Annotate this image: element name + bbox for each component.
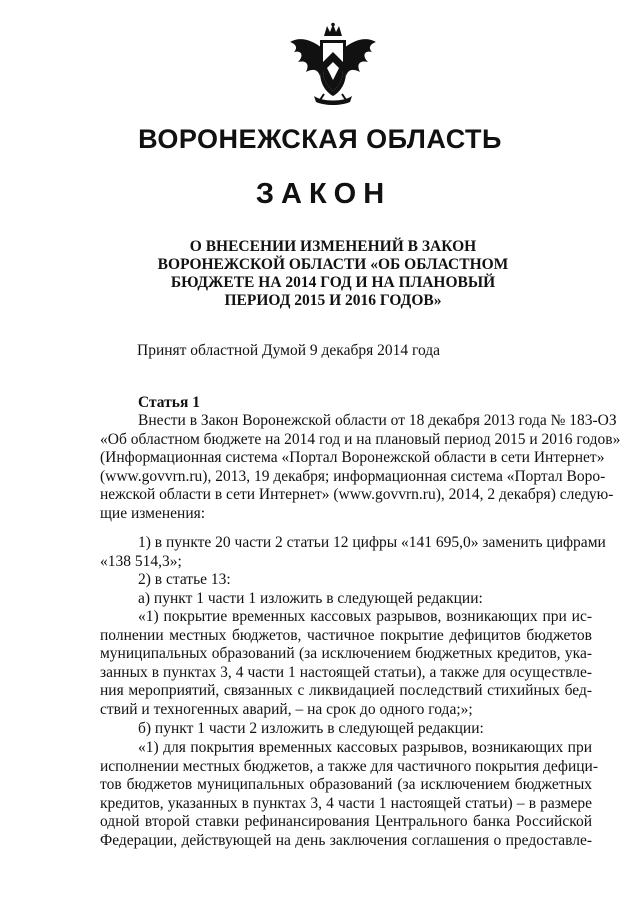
paragraph-line: (Информационная система «Портал Воронежской области в сети Интернет» xyxy=(100,449,605,467)
paragraph-line: занных в пунктах 3, 4 части 1 настоящей статьи), а также для осуществле- xyxy=(100,663,592,681)
paragraph-line: 1) в пункте 20 части 2 статьи 12 цифры «141 695,0» заменить цифрами xyxy=(138,534,606,551)
law-title-line: О ВНЕСЕНИИ ИЗМЕНЕНИЙ В ЗАКОН xyxy=(189,238,477,255)
paragraph-line: ствий и техногенных аварий, – на срок до одного года;»; xyxy=(100,700,473,718)
item-b-paragraph xyxy=(100,720,592,739)
paragraph-line: (www.govvrn.ru), 2013, 19 декабря; информационная система «Портал Воро- xyxy=(100,467,606,485)
item-2-paragraph xyxy=(100,571,592,608)
paragraph-line: нежской области в сети Интернет» (www.govvrn.ru), 2014, 2 декабря) следую- xyxy=(100,486,614,504)
article-intro-paragraph xyxy=(100,412,621,524)
paragraph-line: «1) покрытие временных кассовых разрывов, возникающих при ис- xyxy=(138,608,592,625)
article-title: Статья 1 xyxy=(138,394,200,411)
paragraph-line: кредитов, указанных в пунктах 3, 4 части 1 настоящей статьи) – в размере xyxy=(100,794,592,812)
paragraph-line: Внести в Закон Воронежской области от 18 декабря 2013 года № 183-ОЗ xyxy=(138,412,617,429)
paragraph-line: б) пункт 1 части 2 изложить в следующей редакции: xyxy=(138,720,484,737)
paragraph-line: 2) в статье 13: xyxy=(138,571,231,588)
paragraph-line: муниципальных образований (за исключением бюджетных кредитов, ука- xyxy=(100,645,592,663)
paragraph-line: тов бюджетов муниципальных образований (за исключением бюджетных xyxy=(100,776,592,794)
paragraph-line: «Об областном бюджете на 2014 год и на плановый период 2015 и 2016 годов» xyxy=(100,430,621,448)
document-type-heading: ЗАКОН xyxy=(255,178,392,210)
paragraph-line: одной второй ставки рефинансирования Центрального банка Российской xyxy=(100,813,592,831)
quote-b-paragraph xyxy=(100,739,599,851)
paragraph-line: полнении местных бюджетов, частичное покрытие дефицитов бюджетов xyxy=(100,626,592,644)
law-title-line: ВОРОНЕЖСКОЙ ОБЛАСТИ «ОБ ОБЛАСТНОМ xyxy=(157,256,509,273)
quote-a-paragraph xyxy=(100,608,592,720)
item-1-paragraph xyxy=(100,534,606,571)
paragraph-line: а) пункт 1 части 1 изложить в следующей редакции: xyxy=(138,589,483,607)
paragraph-line: щие изменения: xyxy=(100,504,206,522)
paragraph-line: ния мероприятий, связанных с ликвидацией последствий стихийных бед- xyxy=(100,682,592,700)
paragraph-line: исполнении местных бюджетов, а также для частичного покрытия дефици- xyxy=(100,757,599,775)
law-title-line: БЮДЖЕТЕ НА 2014 ГОД И НА ПЛАНОВЫЙ xyxy=(170,274,496,291)
law-title xyxy=(120,238,546,310)
coat-of-arms-emblem xyxy=(284,22,382,108)
adoption-note: Принят областной Думой 9 декабря 2014 года xyxy=(137,342,441,359)
region-heading: ВОРОНЕЖСКАЯ ОБЛАСТЬ xyxy=(138,124,502,154)
paragraph-line: Федерации, действующей на день заключения соглашения о предоставле- xyxy=(100,831,592,849)
law-title-line: ПЕРИОД 2015 И 2016 ГОДОВ» xyxy=(224,292,442,309)
paragraph-line: «138 514,3»; xyxy=(100,552,182,570)
paragraph-line: «1) для покрытия временных кассовых разрывов, возникающих при xyxy=(138,739,592,756)
